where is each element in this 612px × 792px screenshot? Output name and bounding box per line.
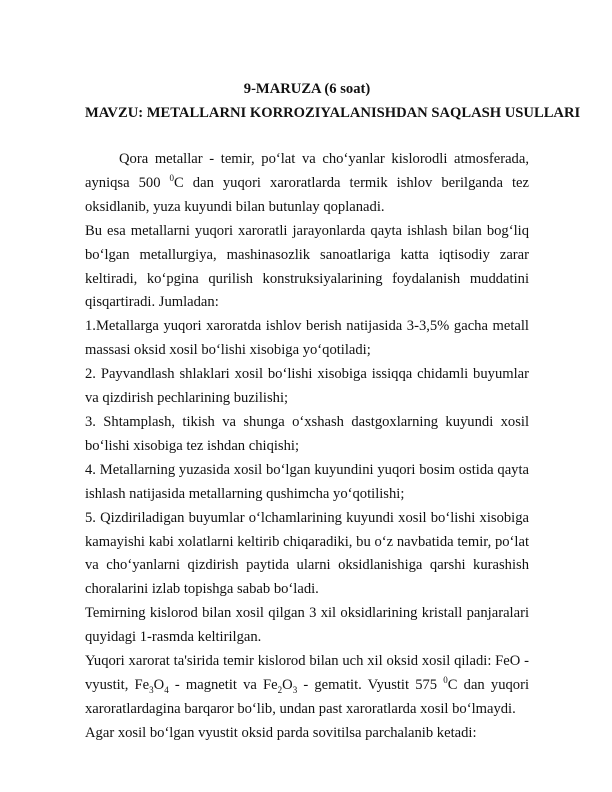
topic-heading: MAVZU: METALLARNI KORROZIYALANISHDAN SAQLASH USULLARI xyxy=(85,105,581,121)
text-run: C dan yuqori xaroratlardagina barqaror bo‘lib, undan past xaroratlarda xosil bo‘lmaydi. xyxy=(85,676,529,717)
paragraph-consequences: Bu esa metallarni yuqori xaroratli jarayonlarda qayta ishlash bilan bog‘liq bo‘lgan metallurgiya, mashinasozlik sanoatlariga katta iqtisodiy zarar keltiradi, ko‘pgina qurilish konstruksiyalarining foydalanish muddatini qisqartiradi. Jumladan: xyxy=(85,222,529,311)
paragraph-figure-reference: Temirning kislorod bilan xosil qilgan 3 xil oksidlarining kristall panjaralari quyidagi 1-rasmda keltirilgan. xyxy=(85,605,529,646)
document-page xyxy=(85,78,581,746)
text-run: - gematit. Vyustit 575 xyxy=(297,676,444,693)
text-run: O xyxy=(153,676,165,693)
degree-superscript: 0 xyxy=(443,675,448,686)
paragraph-final: Agar xosil bo‘lgan vyustit oksid parda sovitilsa parchalanib ketadi: xyxy=(85,724,477,741)
list-item: 1.Metallarga yuqori xaroratda ishlov berish natijasida 3-3,5% gacha metall massasi oksid xosil bo‘lishi xisobiga yo‘qotiladi; xyxy=(85,318,529,359)
subscript: 2 xyxy=(277,684,283,695)
list-item: 3. Shtamplash, tikish va shunga o‘xshash dastgoxlarning kuyundi xosil bo‘lishi xisobiga tez ishdan chiqishi; xyxy=(85,413,529,454)
degree-superscript: 0 xyxy=(169,173,175,184)
paragraph-oxides xyxy=(85,650,529,722)
text-run: C dan yuqori xaroratlarda termik ishlov berilganda tez oksidlanib, yuza kuyundi bilan butunlay qoplanadi. xyxy=(85,174,529,215)
text-run: - magnetit va Fe xyxy=(168,676,278,693)
text-run: O xyxy=(282,676,293,693)
text-run: Qora metallar - temir, po‘lat va cho‘yanlar kislorodli atmosferada, ayniqsa 500 xyxy=(85,151,529,191)
list-item: 4. Metallarning yuzasida xosil bo‘lgan kuyundini yuqori bosim ostida qayta ishlash natijasida metallarning qushimcha yo‘qotilishi; xyxy=(85,461,529,502)
subscript: 4 xyxy=(164,684,169,695)
subscript: 3 xyxy=(149,684,154,695)
text-run: Yuqori xarorat ta'sirida temir kislorod bilan uch xil oksid xosil qiladi: FeO - vyustit, Fe xyxy=(85,653,529,693)
lecture-number: 9-MARUZA (6 soat) xyxy=(243,81,371,97)
subscript: 3 xyxy=(292,684,298,695)
list-item: 5. Qizdiriladigan buyumlar o‘lchamlarining kuyundi xosil bo‘lishi xisobiga kamayishi kabi xolatlarni keltirib chiqaradiki, bu o‘z navbatida temir, po‘lat va cho‘yanlarni qizdirish paytida ularni oksidlanishiga qarshi kurashish choralarini izlab topishga sabab bo‘ladi. xyxy=(85,509,529,598)
paragraph-intro xyxy=(85,148,529,220)
list-item: 2. Payvandlash shlaklari xosil bo‘lishi xisobiga issiqqa chidamli buyumlar va qizdirish pechlarining buzilishi; xyxy=(85,366,529,407)
